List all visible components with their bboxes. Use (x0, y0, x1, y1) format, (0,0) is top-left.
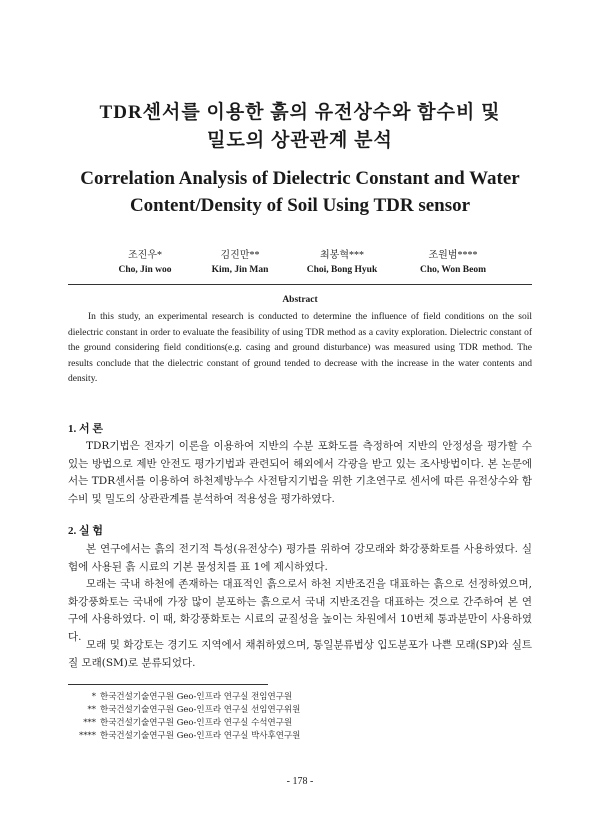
author-4-english-name: Cho, Won Beom (419, 265, 487, 275)
abstract-text: In this study, an experimental research is conducted to determine the influence of field conditions on the soil dielectric constant in order to evaluate the feasibility of using TDR method as a cavity exploration. Dielectric constant of the ground considering field conditions(e.g. casing and ground disturbance) was measured using TDR method. The results conclude that the dielectric constant of ground tended to decrease with the increase in the water contents and density. (68, 312, 532, 384)
footnote-4-mark: **** (79, 731, 96, 741)
footnote-1-text: 한국건설기술연구원 Geo-인프라 연구실 전임연구원 (100, 692, 293, 702)
footnote-3-text: 한국건설기술연구원 Geo-인프라 연구실 수석연구원 (100, 718, 293, 728)
author-2-korean-name: 김진만** (220, 250, 260, 261)
section-1-paragraph-1: TDR기법은 전자기 이론을 이용하여 지반의 수분 포화도를 측정하여 지반의 안정성을 평가할 수 있는 방법으로 제반 안전도 평가기법과 관련되어 해외에서 각광을 받고 있는 조사방법이다. 본 논문에서는 TDR센서를 이용하여 하천제방누수 사전탐지기법을 위한 기초연구로 센서에 따른 유전상수와 함수비 및 밀도의 상관관계를 분석하여 적용성을 평가하였다. (68, 440, 532, 505)
author-2-english-name: Kim, Jin Man (211, 265, 269, 275)
korean-title-line-2: 밀도의 상관관계 분석 (207, 130, 393, 151)
section-1-heading: 1. 서 론 (68, 423, 104, 435)
page-number: - 178 - (286, 776, 314, 787)
footnote-3 (68, 717, 292, 730)
abstract-heading: Abstract (282, 295, 318, 305)
section-2-heading: 2. 실 험 (68, 525, 104, 537)
korean-title-line-1: TDR센서를 이용한 흙의 유전상수와 함수비 및 (99, 102, 501, 123)
author-4 (388, 249, 518, 277)
english-title-line-1: Correlation Analysis of Dielectric Constant and Water (80, 168, 520, 189)
author-1-english-name: Cho, Jin woo (118, 265, 172, 275)
footnote-4 (68, 730, 300, 743)
author-1-korean-name: 조진우* (128, 250, 162, 261)
footnote-4-text: 한국건설기술연구원 Geo-인프라 연구실 박사후연구원 (100, 731, 301, 741)
footnote-2-text: 한국건설기술연구원 Geo-인프라 연구실 선임연구위원 (100, 705, 301, 715)
footnote-2-mark: ** (87, 705, 96, 715)
section-2-paragraph-3: 모래 및 화강토는 경기도 지역에서 채취하였으며, 통일분류법상 입도분포가 나쁜 모래(SP)와 실트질 모래(SM)로 분류되었다. (68, 639, 532, 669)
title-divider (68, 284, 532, 285)
author-3-korean-name: 최봉혁*** (320, 250, 364, 261)
footnote-1-mark: * (91, 692, 96, 702)
footnote-3-mark: *** (83, 718, 96, 728)
author-3-english-name: Choi, Bong Hyuk (306, 265, 378, 275)
footnote-2 (68, 704, 300, 717)
section-2-paragraph-1: 본 연구에서는 흙의 전기적 특성(유전상수) 평가를 위하여 강모래와 화강풍화토를 사용하였다. 실험에 사용된 흙 시료의 기본 물성치를 표 1에 제시하였다. (68, 543, 532, 573)
footnote-divider (68, 684, 268, 685)
author-4-korean-name: 조원범**** (428, 250, 478, 261)
english-title-line-2: Content/Density of Soil Using TDR sensor (129, 195, 471, 216)
footnote-1 (68, 691, 292, 704)
section-2-paragraph-2: 모래는 국내 하천에 존재하는 대표적인 흙으로서 하천 지반조건을 대표하는 흙으로 선정하였으며, 화강풍화토는 국내에 가장 많이 분포하는 흙으로서 국내 지반조건을 대표하는 것으로 간주하여 본 연구에 사용하였다. 이 때, 화강풍화토는 시료의 균질성을 높이는 차원에서 10번체 통과분만이 사용하였다. (68, 578, 532, 643)
